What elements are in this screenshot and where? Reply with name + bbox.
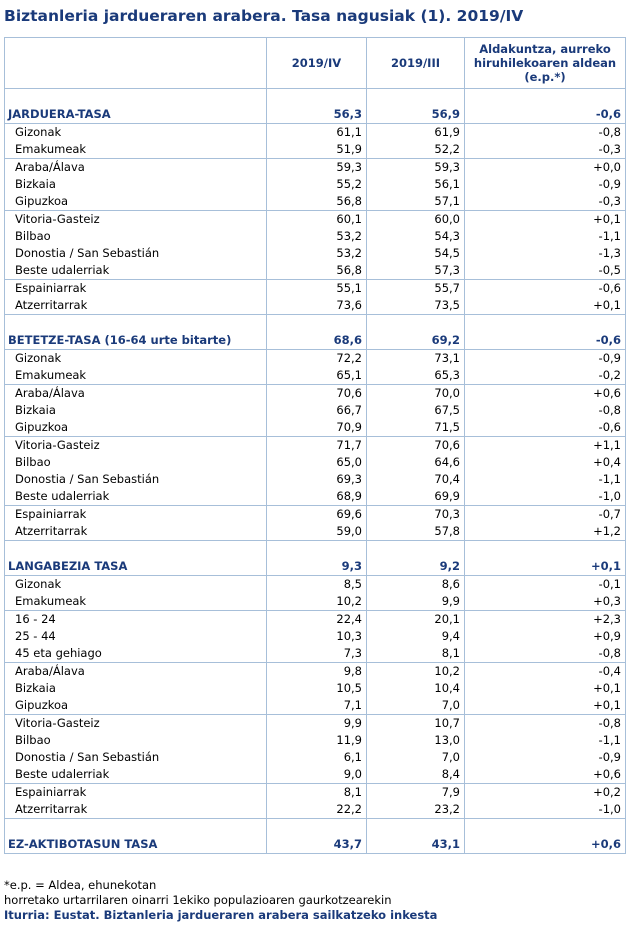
value-change: +0,6	[465, 766, 626, 784]
value-change: -1,3	[465, 245, 626, 262]
row-label: Araba/Álava	[5, 385, 267, 403]
table-row	[5, 350, 626, 368]
table-row	[5, 697, 626, 715]
row-label: Donostia / San Sebastián	[5, 245, 267, 262]
group-value-2019-iii: 9,2	[367, 558, 465, 576]
row-label: Atzerritarrak	[5, 801, 267, 819]
row-label: Emakumeak	[5, 141, 267, 159]
value-change: -0,8	[465, 124, 626, 142]
value-2019-iv: 22,4	[267, 611, 367, 629]
value-change: +2,3	[465, 611, 626, 629]
value-change: +0,1	[465, 297, 626, 315]
value-2019-iv: 8,1	[267, 784, 367, 802]
table-row	[5, 454, 626, 471]
value-2019-iv: 8,5	[267, 576, 367, 594]
value-change: +0,0	[465, 159, 626, 177]
value-change: +0,1	[465, 211, 626, 229]
value-change: +0,2	[465, 784, 626, 802]
value-change: -1,1	[465, 471, 626, 488]
value-change: -0,8	[465, 402, 626, 419]
spacer-cell	[367, 819, 465, 837]
footnote-ep: *e.p. = Aldea, ehunekotan	[4, 878, 157, 892]
header-2019-iv: 2019/IV	[267, 38, 367, 89]
table-row	[5, 593, 626, 611]
value-2019-iii: 70,4	[367, 471, 465, 488]
spacer-cell	[267, 315, 367, 333]
value-2019-iv: 72,2	[267, 350, 367, 368]
value-change: +0,4	[465, 454, 626, 471]
header-label-cell	[5, 38, 267, 89]
value-2019-iv: 55,1	[267, 280, 367, 298]
value-2019-iii: 70,0	[367, 385, 465, 403]
row-label: Espainiarrak	[5, 280, 267, 298]
value-2019-iv: 69,6	[267, 506, 367, 524]
row-label: Gipuzkoa	[5, 193, 267, 211]
value-2019-iv: 7,3	[267, 645, 367, 663]
value-2019-iv: 56,8	[267, 193, 367, 211]
table-row	[5, 576, 626, 594]
value-2019-iii: 71,5	[367, 419, 465, 437]
value-change: -1,1	[465, 732, 626, 749]
value-change: +0,1	[465, 697, 626, 715]
row-label: Bizkaia	[5, 402, 267, 419]
spacer-cell	[367, 315, 465, 333]
table-row	[5, 419, 626, 437]
group-label: BETETZE-TASA (16-64 urte bitarte)	[5, 332, 267, 350]
group-label: EZ-AKTIBOTASUN TASA	[5, 836, 267, 854]
row-label: Gizonak	[5, 350, 267, 368]
value-2019-iv: 68,9	[267, 488, 367, 506]
group-row	[5, 106, 626, 124]
value-change: +0,1	[465, 680, 626, 697]
value-change: -0,8	[465, 645, 626, 663]
table-body	[5, 89, 626, 854]
spacer-cell	[465, 89, 626, 107]
header-2019-iii: 2019/III	[367, 38, 465, 89]
row-label: Bilbao	[5, 454, 267, 471]
value-2019-iv: 66,7	[267, 402, 367, 419]
table-row	[5, 680, 626, 697]
spacer-cell	[465, 315, 626, 333]
table-row	[5, 176, 626, 193]
value-2019-iii: 7,0	[367, 697, 465, 715]
row-label: Gizonak	[5, 124, 267, 142]
value-change: -0,6	[465, 280, 626, 298]
group-value-2019-iv: 68,6	[267, 332, 367, 350]
row-label: Araba/Álava	[5, 663, 267, 681]
table-row	[5, 471, 626, 488]
value-2019-iii: 7,9	[367, 784, 465, 802]
spacer-row	[5, 315, 626, 333]
group-value-change: -0,6	[465, 106, 626, 124]
group-value-2019-iv: 43,7	[267, 836, 367, 854]
value-2019-iv: 61,1	[267, 124, 367, 142]
value-2019-iii: 65,3	[367, 367, 465, 385]
row-label: Emakumeak	[5, 593, 267, 611]
table-row	[5, 141, 626, 159]
header-row	[5, 38, 626, 89]
value-2019-iii: 67,5	[367, 402, 465, 419]
value-2019-iii: 8,1	[367, 645, 465, 663]
row-label: Vitoria-Gasteiz	[5, 437, 267, 455]
spacer-cell	[367, 541, 465, 559]
value-2019-iii: 70,6	[367, 437, 465, 455]
table-row	[5, 193, 626, 211]
spacer-cell	[267, 541, 367, 559]
row-label: Bizkaia	[5, 680, 267, 697]
row-label: Espainiarrak	[5, 784, 267, 802]
value-2019-iv: 60,1	[267, 211, 367, 229]
spacer-cell	[5, 89, 267, 107]
table-row	[5, 262, 626, 280]
group-label: LANGABEZIA TASA	[5, 558, 267, 576]
value-2019-iv: 53,2	[267, 245, 367, 262]
group-value-2019-iii: 43,1	[367, 836, 465, 854]
value-2019-iv: 7,1	[267, 697, 367, 715]
table-row	[5, 159, 626, 177]
value-change: -1,1	[465, 228, 626, 245]
table-row	[5, 385, 626, 403]
group-value-2019-iv: 56,3	[267, 106, 367, 124]
value-change: -1,0	[465, 488, 626, 506]
spacer-cell	[465, 541, 626, 559]
value-2019-iii: 52,2	[367, 141, 465, 159]
spacer-cell	[5, 819, 267, 837]
statistics-table	[4, 37, 626, 854]
value-2019-iv: 9,9	[267, 715, 367, 733]
statistics-table-container	[4, 37, 625, 854]
value-2019-iv: 22,2	[267, 801, 367, 819]
value-2019-iv: 73,6	[267, 297, 367, 315]
row-label: Atzerritarrak	[5, 523, 267, 541]
value-2019-iv: 10,5	[267, 680, 367, 697]
table-row	[5, 732, 626, 749]
spacer-row	[5, 819, 626, 837]
row-label: 45 eta gehiago	[5, 645, 267, 663]
row-label: Atzerritarrak	[5, 297, 267, 315]
table-row	[5, 645, 626, 663]
group-value-2019-iii: 56,9	[367, 106, 465, 124]
table-row	[5, 663, 626, 681]
row-label: Gizonak	[5, 576, 267, 594]
group-row	[5, 332, 626, 350]
table-row	[5, 280, 626, 298]
value-2019-iii: 64,6	[367, 454, 465, 471]
row-label: Araba/Álava	[5, 159, 267, 177]
table-row	[5, 523, 626, 541]
value-2019-iv: 65,1	[267, 367, 367, 385]
value-2019-iii: 69,9	[367, 488, 465, 506]
value-2019-iii: 56,1	[367, 176, 465, 193]
table-row	[5, 402, 626, 419]
value-2019-iv: 6,1	[267, 749, 367, 766]
table-row	[5, 784, 626, 802]
row-label: Donostia / San Sebastián	[5, 471, 267, 488]
value-2019-iv: 9,8	[267, 663, 367, 681]
source-note: Iturria: Eustat. Biztanleria jardueraren arabera sailkatzeko inkesta	[4, 908, 438, 922]
table-title: Biztanleria jardueraren arabera. Tasa nagusiak (1). 2019/IV	[4, 7, 524, 25]
spacer-row	[5, 541, 626, 559]
value-change: -0,4	[465, 663, 626, 681]
value-2019-iv: 11,9	[267, 732, 367, 749]
table-row	[5, 228, 626, 245]
row-label: Vitoria-Gasteiz	[5, 211, 267, 229]
value-2019-iii: 8,4	[367, 766, 465, 784]
row-label: Beste udalerriak	[5, 488, 267, 506]
value-change: +0,9	[465, 628, 626, 645]
value-2019-iii: 70,3	[367, 506, 465, 524]
table-row	[5, 628, 626, 645]
value-2019-iii: 13,0	[367, 732, 465, 749]
row-label: Beste udalerriak	[5, 766, 267, 784]
value-change: -0,8	[465, 715, 626, 733]
value-2019-iii: 55,7	[367, 280, 465, 298]
footnote-population: horretako urtarrilaren oinarri 1ekiko populazioaren gaurkotzearekin	[4, 893, 392, 907]
table-row	[5, 297, 626, 315]
value-change: -0,2	[465, 367, 626, 385]
value-2019-iii: 10,7	[367, 715, 465, 733]
value-change: +1,2	[465, 523, 626, 541]
value-2019-iii: 10,2	[367, 663, 465, 681]
value-change: +0,3	[465, 593, 626, 611]
group-row	[5, 558, 626, 576]
value-2019-iv: 70,6	[267, 385, 367, 403]
value-2019-iv: 65,0	[267, 454, 367, 471]
value-2019-iii: 54,3	[367, 228, 465, 245]
row-label: Bilbao	[5, 732, 267, 749]
value-2019-iv: 51,9	[267, 141, 367, 159]
group-value-2019-iv: 9,3	[267, 558, 367, 576]
value-2019-iv: 59,0	[267, 523, 367, 541]
row-label: Espainiarrak	[5, 506, 267, 524]
table-row	[5, 749, 626, 766]
row-label: Bizkaia	[5, 176, 267, 193]
value-2019-iii: 73,1	[367, 350, 465, 368]
table-row	[5, 715, 626, 733]
table-row	[5, 211, 626, 229]
value-2019-iii: 60,0	[367, 211, 465, 229]
value-2019-iii: 59,3	[367, 159, 465, 177]
value-2019-iii: 61,9	[367, 124, 465, 142]
value-2019-iv: 69,3	[267, 471, 367, 488]
table-row	[5, 801, 626, 819]
row-label: Emakumeak	[5, 367, 267, 385]
value-2019-iv: 53,2	[267, 228, 367, 245]
value-2019-iv: 10,3	[267, 628, 367, 645]
value-2019-iii: 10,4	[367, 680, 465, 697]
value-change: -0,3	[465, 193, 626, 211]
value-2019-iv: 9,0	[267, 766, 367, 784]
value-2019-iii: 7,0	[367, 749, 465, 766]
value-2019-iv: 56,8	[267, 262, 367, 280]
value-2019-iii: 20,1	[367, 611, 465, 629]
row-label: Donostia / San Sebastián	[5, 749, 267, 766]
value-2019-iii: 57,1	[367, 193, 465, 211]
spacer-cell	[367, 89, 465, 107]
group-label: JARDUERA-TASA	[5, 106, 267, 124]
spacer-cell	[5, 315, 267, 333]
value-change: -0,7	[465, 506, 626, 524]
value-2019-iv: 10,2	[267, 593, 367, 611]
group-value-change: -0,6	[465, 332, 626, 350]
row-label: Gipuzkoa	[5, 419, 267, 437]
table-row	[5, 124, 626, 142]
group-row	[5, 836, 626, 854]
value-change: -0,9	[465, 176, 626, 193]
value-2019-iii: 9,9	[367, 593, 465, 611]
group-value-change: +0,6	[465, 836, 626, 854]
row-label: Bilbao	[5, 228, 267, 245]
row-label: Gipuzkoa	[5, 697, 267, 715]
row-label: 25 - 44	[5, 628, 267, 645]
table-row	[5, 488, 626, 506]
value-change: -0,1	[465, 576, 626, 594]
table-row	[5, 367, 626, 385]
value-2019-iii: 9,4	[367, 628, 465, 645]
value-change: -0,9	[465, 749, 626, 766]
value-2019-iii: 57,8	[367, 523, 465, 541]
value-2019-iii: 54,5	[367, 245, 465, 262]
value-change: -1,0	[465, 801, 626, 819]
table-row	[5, 611, 626, 629]
row-label: 16 - 24	[5, 611, 267, 629]
row-label: Vitoria-Gasteiz	[5, 715, 267, 733]
value-2019-iv: 59,3	[267, 159, 367, 177]
value-2019-iii: 23,2	[367, 801, 465, 819]
value-2019-iv: 70,9	[267, 419, 367, 437]
row-label: Beste udalerriak	[5, 262, 267, 280]
spacer-cell	[5, 541, 267, 559]
header-change: Aldakuntza, aurreko hiruhilekoaren aldean (e.p.*)	[465, 38, 626, 89]
table-row	[5, 506, 626, 524]
value-change: -0,6	[465, 419, 626, 437]
value-2019-iii: 8,6	[367, 576, 465, 594]
value-2019-iv: 55,2	[267, 176, 367, 193]
spacer-cell	[267, 89, 367, 107]
table-row	[5, 245, 626, 262]
table-row	[5, 437, 626, 455]
value-change: -0,5	[465, 262, 626, 280]
group-value-2019-iii: 69,2	[367, 332, 465, 350]
value-change: -0,9	[465, 350, 626, 368]
spacer-cell	[465, 819, 626, 837]
value-change: +1,1	[465, 437, 626, 455]
footnotes	[4, 878, 437, 923]
table-row	[5, 766, 626, 784]
value-change: +0,6	[465, 385, 626, 403]
value-2019-iii: 73,5	[367, 297, 465, 315]
value-2019-iv: 71,7	[267, 437, 367, 455]
spacer-row	[5, 89, 626, 107]
group-value-change: +0,1	[465, 558, 626, 576]
value-2019-iii: 57,3	[367, 262, 465, 280]
spacer-cell	[267, 819, 367, 837]
value-change: -0,3	[465, 141, 626, 159]
